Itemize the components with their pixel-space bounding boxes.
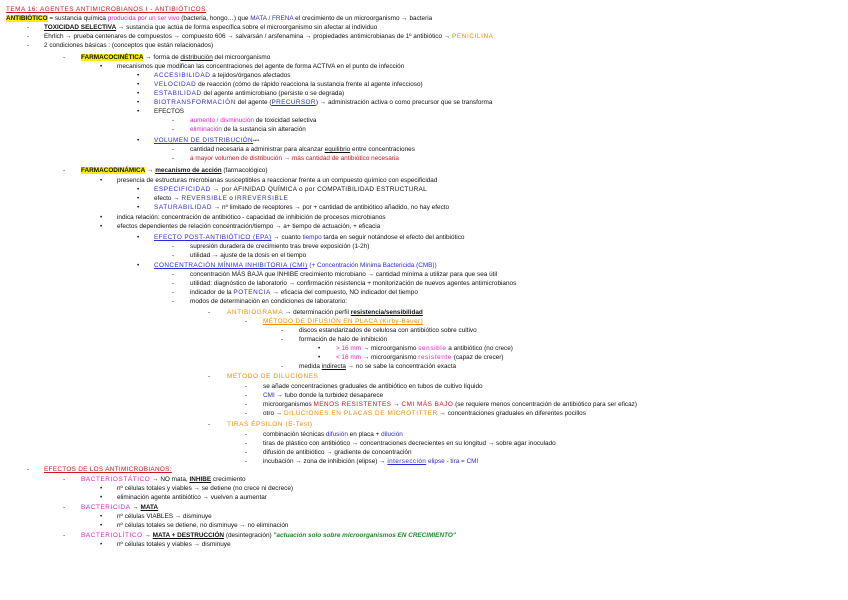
mecanismos-line: mecanismos que modifican las concentraciones del agente de forma ACTIVA en el punto de infección (117, 63, 405, 70)
menor-16mm: < 16 mm → microorganismo resistente (capaz de crecer) (336, 354, 504, 361)
efecto-reversible: efecto → REVERSIBLE o IRREVERSIBLE (154, 195, 289, 202)
bullet-dash: - (172, 298, 175, 305)
bactericida-item-2: nº células totales se detiene, no disminuye → no eliminación (117, 522, 289, 529)
bullet-dot: • (137, 108, 140, 115)
bullet-dot: • (318, 345, 321, 352)
bullet-dash: - (63, 167, 66, 174)
combinacion-tecnicas: combinación técnicas difusión en placa + dilución (263, 431, 403, 438)
farmacocinetica-heading: FARMACOCINÉTICA → forma de distribución del microorganismo (81, 54, 271, 61)
bullet-dash: - (27, 42, 30, 49)
page-title: TEMA 16: AGENTES ANTIMICROBIANOS I - ANTIBIÓTICOS (6, 6, 206, 13)
bullet-dash: - (172, 252, 175, 259)
presencia-estructuras: presencia de estructuras microbianas susceptibles a reaccionar frente a un compuesto químico con especificidad (117, 177, 438, 184)
bacteriostatico-item-1: nº células totales y viables → se detiene (no crece ni decrece) (117, 485, 294, 492)
antibiotico-definition: ANTIBIÓTICO = sustancia química producida por un ser vivo (bacteria, hongo…) que MATA / FRENA el crecimiento de un microorganismo → bacteria (6, 15, 433, 22)
bullet-dot: • (318, 354, 321, 361)
bullet-dot: • (137, 234, 140, 241)
eliminacion: eliminación de la sustancia sin alteración (190, 126, 306, 133)
bacteriostatico: BACTERIOSTÁTICO → NO mata, INHIBE crecimiento (81, 476, 246, 483)
bullet-dash: - (245, 410, 248, 417)
bullet-dash: - (63, 54, 66, 61)
bullet-dash: - (63, 476, 66, 483)
bullet-dot: • (137, 72, 140, 79)
bullet-dash: - (27, 466, 30, 473)
incubacion: incubación → zona de inhibición (elipse) → intersección elipse - tira = CMI (263, 458, 479, 465)
bullet-dot: • (137, 262, 140, 269)
bullet-dash: - (245, 392, 248, 399)
bullet-dash: - (245, 431, 248, 438)
bullet-dot: • (100, 494, 103, 501)
bacteriolitico: BACTERIOLÍTICO → MATA + DESTRUCCIÓN (desintegración) "actuación solo sobre microorganismos EN CRECIMIENTO" (81, 532, 456, 539)
concentracion-mas-baja: concentración MÁS BAJA que INHIBE crecimiento microbiano → cantidad mínima a utilizar para que sea útil (190, 271, 498, 278)
efectos-dependientes: efectos dependientes de relación concentración/tiempo → a+ tiempo de actuación, + eficacia (117, 223, 381, 230)
mayor-16mm: > 16 mm → microorganismo sensible a antibiótico (no crece) (336, 345, 513, 352)
diluciones-microtitter: otro → DILUCIONES EN PLACAS DE MICROTITTER → concentraciones graduales en diferentes pocillos (263, 410, 586, 417)
cmi-tubo: CMI → tubo donde la turbidez desaparece (263, 392, 384, 399)
bullet-dash: - (172, 155, 175, 162)
bullet-dot: • (137, 186, 140, 193)
bullet-dash: - (27, 24, 30, 31)
bullet-dot: • (100, 541, 103, 548)
bullet-dash: - (245, 440, 248, 447)
discos: discos estandarizados de celulosa con antibiótico sobre cultivo (299, 327, 477, 334)
se-anade-concentraciones: se añade concentraciones graduales de antibiótico en tubos de cultivo líquido (263, 383, 483, 390)
metodo-diluciones: MÉTODO DE DILUCIONES (227, 373, 319, 380)
tiras-plastico: tiras de plástico con antibiótico → concentraciones decrecientes en su longitud → sobre agar inoculado (263, 440, 556, 447)
bullet-dot: • (100, 214, 103, 221)
bullet-dash: - (172, 126, 175, 133)
microorganismos-menos-resistentes: microorganismos MENOS RESISTENTES → CMI MÁS BAJO (se requiere menos concentración de antibiótico para ser eficaz) (263, 401, 637, 408)
bullet-dash: - (245, 449, 248, 456)
toxicidad-selectiva: TOXICIDAD SELECTIVA → sustancia que actúa de forma específica sobre el microorganismo sin afectar al individuo (44, 24, 378, 31)
aumento-disminucion: aumento / disminución de toxicidad selectiva (190, 117, 317, 124)
difusion-gradiente: difusión de antibiótico → gradiente de concentración (263, 449, 412, 456)
bullet-dot: • (137, 195, 140, 202)
estabilidad: ESTABILIDAD del agente antimicrobiano (persiste o se degrada) (154, 90, 345, 97)
bullet-dash: - (245, 383, 248, 390)
bullet-dash: - (245, 401, 248, 408)
bacteriostatico-item-2: eliminación agente antibiótico → vuelven a aumentar (117, 494, 267, 501)
bullet-dot: • (100, 63, 103, 70)
cantidad-necesaria: cantidad necesaria a administrar para alcanzar equilibrio entre concentraciones (190, 146, 415, 153)
tiras-epsilon: TIRAS ÉPSILON (E-Test) (227, 421, 313, 428)
farmacodinamica-heading: FARMACODINÁMICA → mecanismo de acción (farmacológico) (81, 167, 268, 174)
bullet-dot: • (100, 513, 103, 520)
bullet-dash: - (208, 373, 211, 380)
bullet-dot: • (100, 522, 103, 529)
efectos-antimicrobianos-heading: EFECTOS DE LOS ANTIMICROBIANOS: (44, 466, 172, 473)
accesibilidad: ACCESIBILIDAD a tejidos/órganos afectados (154, 72, 291, 79)
volumen-distribucion: VOLUMEN DE DISTRIBUCIÓN**** (154, 137, 260, 144)
modos-determinacion: modos de determinación en condiciones de laboratorio: (190, 298, 348, 305)
bullet-dash: - (245, 458, 248, 465)
efecto-post-antibiotico: EFECTO POST-ANTIBIÓTICO (EPA) → cuanto tiempo tarda en seguir notándose el efecto del antibiótico (154, 234, 465, 241)
especificidad: ESPECIFICIDAD → por AFINIDAD QUÍMICA o por COMPATIBILIDAD ESTRUCTURAL (154, 186, 427, 193)
biotransformacion: BIOTRANSFORMACIÓN del agente (PRECURSOR) → administración activa o como precursor que se transforma (154, 99, 493, 106)
bullet-dot: • (100, 485, 103, 492)
bullet-dot: • (137, 137, 140, 144)
saturabilidad: SATURABILIDAD → nº limitado de receptores → por + cantidad de antibiótico añadido, no hay efecto (154, 204, 450, 211)
bullet-dash: - (27, 33, 30, 40)
bullet-dash: - (281, 363, 284, 370)
bullet-dash: - (63, 504, 66, 511)
bullet-dash: - (208, 309, 211, 316)
bullet-dash: - (281, 327, 284, 334)
bullet-dash: - (172, 271, 175, 278)
efectos-label: EFECTOS (154, 108, 185, 115)
bullet-dot: • (137, 204, 140, 211)
ehrlich-line: Ehrlich → prueba centenares de compuestos → compuesto 606 → salvarsán / arsfenamina → propiedades antimicrobianas de 1º antibiótico → PENICILINA (44, 33, 494, 40)
medida-indirecta: medida indirecta → no se sabe la concentración exacta (299, 363, 457, 370)
bactericida: BACTERICIDA → MATA (81, 504, 159, 511)
bullet-dot: • (100, 223, 103, 230)
bullet-dot: • (137, 81, 140, 88)
velocidad: VELOCIDAD de reacción (cómo de rápido reacciona la sustancia frente al agente infeccioso) (154, 81, 423, 88)
supresion-duradera: supresión duradera de crecimiento tras breve exposición (1-2h) (190, 243, 370, 250)
utilidad-dosis: utilidad → ajuste de la dosis en el tiempo (190, 252, 307, 259)
bullet-dash: - (172, 117, 175, 124)
metodo-difusion-placa: MÉTODO DE DIFUSIÓN EN PLACA (Kirby-Bauer) (263, 318, 424, 325)
indica-relacion: indica relación: concentración de antibiótico - capacidad de inhibición de procesos microbianos (117, 214, 386, 221)
bullet-dash: - (281, 336, 284, 343)
bullet-dot: • (137, 99, 140, 106)
bactericida-item-1: nº células VIABLES → disminuye (117, 513, 212, 520)
a-mayor-volumen: a mayor volumen de distribución → más cantidad de antibiótico necesaria (190, 155, 399, 162)
bullet-dash: - (172, 243, 175, 250)
utilidad-diagnostico: utilidad: diagnóstico de laboratorio → confirmación resistencia + monitorización de nuevos agentes antimicrobianos (190, 280, 517, 287)
bullet-dash: - (172, 280, 175, 287)
bullet-dot: • (137, 90, 140, 97)
bullet-dash: - (63, 532, 66, 539)
bullet-dash: - (245, 318, 248, 325)
antibiograma: ANTIBIOGRAMA → determinación perfil resistencia/sensibilidad (227, 309, 423, 316)
cmi-heading: CONCENTRACIÓN MÍNIMA INHIBITORIA (CMI) (+ Concentración Mínima Bactericida (CMB)) (154, 262, 437, 269)
bullet-dash: - (208, 421, 211, 428)
indicador-potencia: indicador de la POTENCIA → eficacia del compuesto, NO indicador del tiempo (190, 289, 418, 296)
bullet-dot: • (100, 177, 103, 184)
condiciones-basicas: 2 condiciones básicas : (conceptos que están relacionados) (44, 42, 214, 49)
bullet-dash: - (172, 289, 175, 296)
bullet-dash: - (172, 146, 175, 153)
formacion-halo: formación de halo de inhibición (299, 336, 388, 343)
bacteriolitico-item-1: nº células totales y viables → disminuye (117, 541, 231, 548)
